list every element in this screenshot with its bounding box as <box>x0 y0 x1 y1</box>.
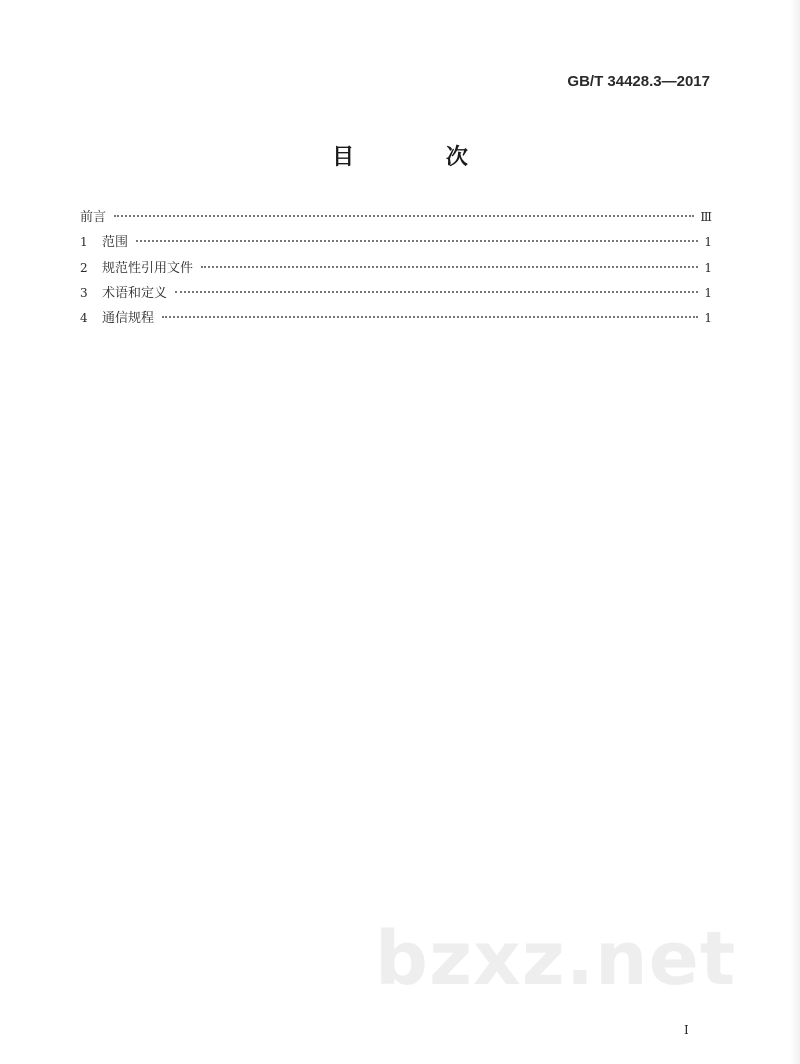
toc-item-label: 通信规程 <box>102 311 155 327</box>
toc-item-foreword[interactable] <box>80 205 712 230</box>
watermark: bzxz.net <box>375 916 737 1002</box>
toc-item-number: 4 <box>80 311 88 326</box>
toc-item-page: 1 <box>704 235 712 250</box>
toc-leader-dots <box>201 266 698 268</box>
toc-leader-dots <box>114 215 694 217</box>
toc-item-terms-definitions[interactable] <box>80 281 712 306</box>
toc-item-page: 1 <box>704 311 712 326</box>
toc-item-page: 1 <box>704 285 712 300</box>
toc-item-label: 术语和定义 <box>102 285 168 301</box>
toc-leader-dots <box>175 291 698 293</box>
toc-item-communication-protocol[interactable] <box>80 306 712 331</box>
toc-item-label: 范围 <box>102 235 129 251</box>
toc-item-page: Ⅲ <box>700 210 712 224</box>
toc-item-normative-references[interactable] <box>80 256 712 281</box>
toc-item-number: 3 <box>80 285 88 300</box>
toc-title: 目 次 <box>332 145 510 170</box>
toc-item-number: 2 <box>80 260 88 275</box>
table-of-contents <box>80 205 712 331</box>
page-number: I <box>684 1023 689 1037</box>
toc-item-label: 规范性引用文件 <box>102 260 194 276</box>
standard-code: GB/T 34428.3—2017 <box>567 73 710 90</box>
toc-item-number: 1 <box>80 235 88 250</box>
toc-leader-dots <box>136 240 698 242</box>
toc-item-label: 前言 <box>80 210 107 225</box>
toc-item-scope[interactable] <box>80 230 712 255</box>
toc-leader-dots <box>162 316 698 318</box>
toc-item-page: 1 <box>704 260 712 275</box>
